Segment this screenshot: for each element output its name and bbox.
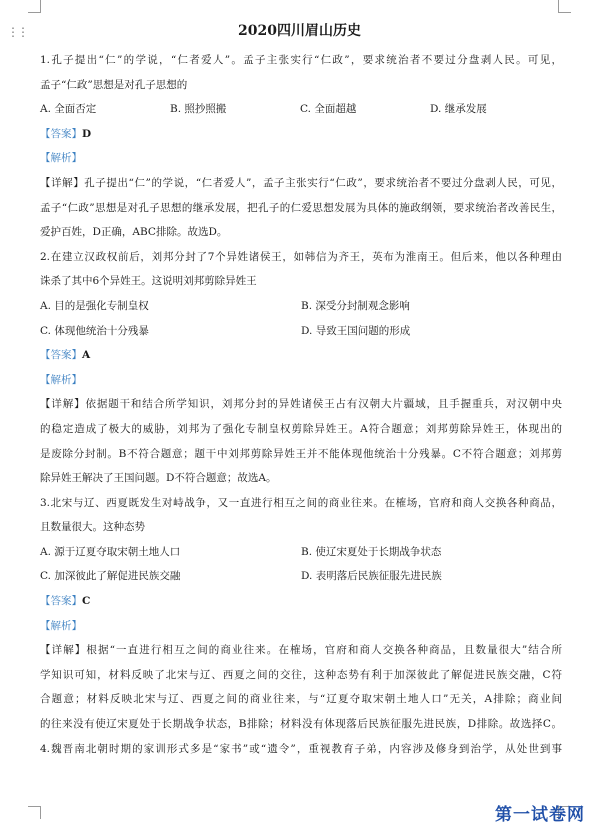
answer-value: D [82,127,92,140]
question-2-detail: 的稳定造成了极大的威胁，刘邦为了强化专制皇权剪除异姓王。A符合题意；刘邦剪除异姓王，体现出的 [40,422,562,435]
answer-label: 【答案】 [40,595,82,608]
question-3-answer [40,589,562,614]
answer-value: C [82,595,91,608]
answer-label: 【答案】 [40,127,82,140]
question-3-options [40,564,562,589]
option-b: B. 照抄照搬 [170,103,227,116]
option-b: B. 深受分封制观念影响 [301,299,410,312]
question-2-detail: 【详解】依据题干和结合所学知识，刘邦分封的异姓诸侯王占有汉朝大片疆域，且手握重兵，对汉朝中央 [40,398,562,411]
option-c: C. 全面超越 [300,103,357,116]
question-3-detail: 的往来没有使辽宋夏处于长期战争状态，B排除；材料没有体现落后民族征服先进民族，D排除。故选择C。 [40,718,562,731]
page-corner-mark [558,0,571,13]
question-3-detail: 合题意；材料反映北宋与辽、西夏之间的商业往来，与“辽夏夺取宋朝土地人口”无关，A排除；商业间 [40,693,562,706]
option-d: D. 导致王国问题的形成 [301,324,411,337]
question-3-stem: 3.北宋与辽、西夏既发生对峙战争，又一直进行相互之间的商业往来。在榷场，官府和商人交换各种商品， [40,496,562,509]
question-2-stem: 诛杀了其中6个异姓王。这说明刘邦剪除异姓王 [40,275,257,288]
analysis-label: 【解析】 [40,152,82,165]
option-d: D. 表明落后民族征服先进民族 [301,570,442,583]
question-2-answer [40,343,562,368]
option-d: D. 继承发展 [430,103,487,116]
question-2-options [40,319,562,344]
question-1-detail: 孟子“仁政”思想是对孔子思想的继承发展，把孔子的仁爱思想发展为具体的施政纲领，要求统治者改善民生， [40,201,562,214]
answer-label: 【答案】 [40,349,82,362]
question-2-detail: 除异姓王解决了王国问题。D不符合题意；故选A。 [40,472,277,485]
question-4-stem: 4.魏晋南北朝时期的家训形式多是“家书”或“遗令”，重视教育子弟，内容涉及修身到治学，从处世到事 [40,742,562,755]
page-corner-mark [28,0,41,13]
option-c: C. 体现他统治十分残暴 [40,324,149,337]
drag-handle-icon[interactable]: ⋮⋮ [7,25,27,39]
question-3-detail: 学知识可知，材料反映了北宋与辽、西夏之间的交往，这种态势有利于加深彼此了解促进民族交融，C符 [40,668,562,681]
page-corner-mark [28,806,41,819]
option-c: C. 加深彼此了解促进民族交融 [40,570,181,583]
question-1-detail: 【详解】孔子提出“仁”的学说，“仁者爱人”，孟子主张实行“仁政”，要求统治者不要过分盘剥人民，可见， [40,176,562,189]
question-3-detail: 【详解】根据“一直进行相互之间的商业往来。在榷场，官府和商人交换各种商品，且数量很大”结合所 [40,644,562,657]
analysis-label: 【解析】 [40,373,82,386]
analysis-label: 【解析】 [40,619,82,632]
watermark-logo: 第一试卷网 [495,805,585,825]
document-body [40,48,562,761]
question-1-stem: 1.孔子提出“仁”的学说，“仁者爱人”。孟子主张实行“仁政”，要求统治者不要过分盘剥人民。可见， [40,54,562,66]
question-2-stem: 2.在建立汉政权前后，刘邦分封了7个异姓诸侯王，如韩信为齐王，英布为淮南王。但后来，他以各种理由 [40,250,562,263]
option-a: A. 源于辽夏夺取宋朝土地人口 [40,545,181,558]
question-1-answer [40,122,562,147]
question-3-stem: 且数量很大。这种态势 [40,521,145,534]
question-1-detail: 爱护百姓，D正确，ABC排除。故选D。 [40,226,228,239]
question-2-detail: 是废除分封制。B不符合题意；题干中刘邦剪除异姓王并不能体现他统治十分残暴。C不符合题意；刘邦剪 [40,447,562,460]
question-1-stem: 孟子“仁政”思想是对孔子思想的 [40,78,188,91]
option-a: A. 全面否定 [40,103,97,116]
question-2-options [40,294,562,319]
answer-value: A [82,349,91,362]
option-b: B. 使辽宋夏处于长期战争状态 [301,545,442,558]
page-title: 2020四川眉山历史 [238,23,361,39]
question-1-options [40,97,562,122]
option-a: A. 目的是强化专制皇权 [40,299,149,312]
question-3-options [40,540,562,565]
